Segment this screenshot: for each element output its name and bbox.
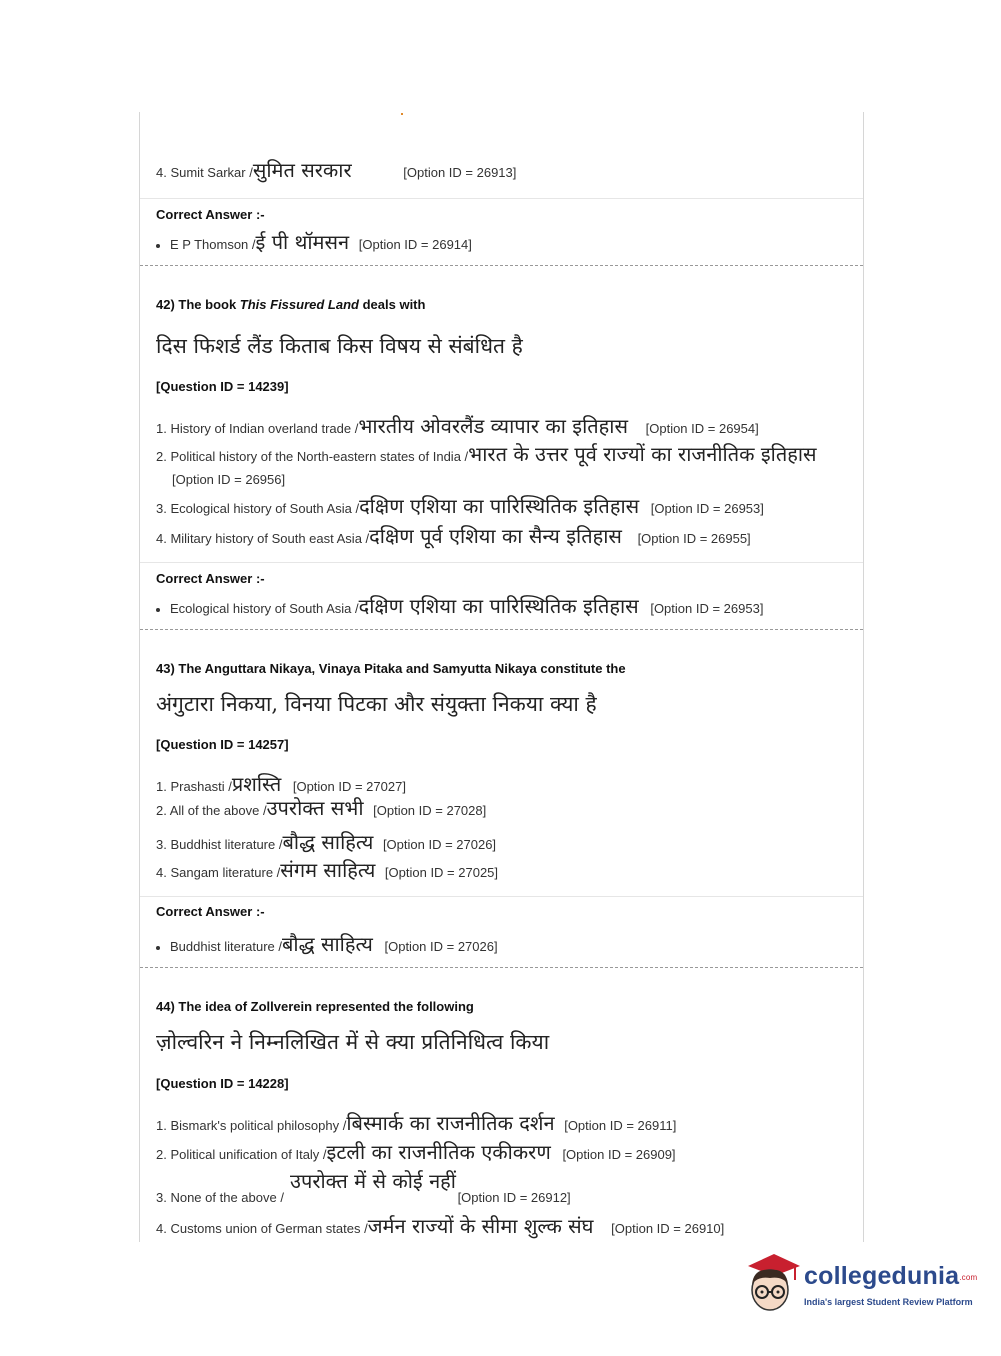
q43-option-1: [156, 770, 406, 797]
q43-option-4: [156, 856, 498, 883]
q43-correct-answer: [156, 930, 498, 957]
q43-title: 43) The Anguttara Nikaya, Vinaya Pitaka and Samyutta Nikaya constitute the: [156, 661, 626, 676]
option-id: [Option ID = 26953]: [650, 601, 764, 616]
option-id: [Option ID = 26953]: [650, 501, 764, 516]
q44-title: 44) The idea of Zollverein represented the following: [156, 999, 474, 1014]
option-text-hi: दक्षिण एशिया का पारिस्थितिक इतिहास: [358, 594, 639, 618]
q41-option-4: [156, 156, 516, 183]
option-text-en: 4. Sumit Sarkar /: [156, 165, 253, 180]
option-id: [Option ID = 27026]: [382, 837, 497, 852]
q44-option-4: [156, 1212, 724, 1239]
q42-correct-answer: [156, 592, 763, 619]
option-id: [Option ID = 26910]: [611, 1221, 725, 1236]
correct-answer-label: Correct Answer :-: [156, 904, 265, 919]
q42-option-4: [156, 522, 751, 549]
option-text-hi: भारतीय ओवरलैंड व्यापार का इतिहास: [358, 414, 628, 438]
option-text-hi: दक्षिण पूर्व एशिया का सैन्य इतिहास: [369, 524, 622, 548]
q41-correct-answer: [156, 228, 472, 255]
option-text-hi: ई पी थॉमसन: [255, 230, 350, 254]
option-id: [Option ID = 26956]: [172, 472, 286, 487]
question-separator: [140, 967, 863, 968]
option-text-hi: उपरोक्त सभी: [266, 796, 364, 820]
option-text-en: 1. History of Indian overland trade /: [156, 421, 359, 436]
option-text-en: 2. Political unification of Italy /: [156, 1147, 327, 1162]
option-text-hi: बौद्ध साहित्य: [282, 932, 373, 956]
option-text-en: 2. All of the above /: [156, 803, 267, 818]
bullet-icon: [156, 946, 160, 950]
option-text-hi: भारत के उत्तर पूर्व राज्यों का राजनीतिक इतिहास: [468, 442, 817, 466]
q42-question-id: [Question ID = 14239]: [156, 379, 289, 394]
title-prefix: 42) The book: [156, 297, 240, 312]
question-separator: [140, 265, 863, 266]
title-suffix: deals with: [358, 297, 426, 312]
option-id: [Option ID = 26954]: [645, 421, 759, 436]
correct-answer-label: Correct Answer :-: [156, 571, 265, 586]
logo-name: collegedunia: [804, 1262, 960, 1290]
q42-option-2: [156, 440, 817, 467]
option-text-en: Ecological history of South Asia /: [170, 601, 359, 616]
bullet-icon: [156, 244, 160, 248]
option-text-en: 1. Bismark's political philosophy /: [156, 1118, 347, 1133]
mascot-icon: [742, 1250, 802, 1316]
option-id: [Option ID = 26912]: [457, 1190, 571, 1205]
option-text-hi: संगम साहित्य: [280, 858, 376, 882]
q42-option-2-id: [172, 472, 285, 487]
option-id: [Option ID = 27026]: [384, 939, 498, 954]
q43-option-3: [156, 828, 496, 855]
logo-tagline: India's largest Student Review Platform: [804, 1297, 973, 1307]
q44-title-hindi: ज़ोल्वरिन ने निम्नलिखित में से क्या प्रतिनिधित्व किया: [156, 1030, 550, 1054]
option-text-en: 2. Political history of the North-eastern states of India /: [156, 449, 469, 464]
option-text-hi: इटली का राजनीतिक एकीकरण: [326, 1140, 551, 1164]
option-text-en: E P Thomson /: [170, 237, 256, 252]
divider: [140, 896, 863, 897]
q42-option-1: [156, 412, 759, 439]
option-text-en: Buddhist literature /: [170, 939, 283, 954]
option-text-en: 1. Prashasti /: [156, 779, 232, 794]
option-text-hi: बिस्मार्क का राजनीतिक दर्शन: [346, 1111, 555, 1135]
collegedunia-logo: [742, 1250, 978, 1320]
option-text-en: 3. Ecological history of South Asia /: [156, 501, 360, 516]
q42-title-hindi: दिस फिशर्ड लैंड किताब किस विषय से संबंधित है: [156, 334, 523, 358]
option-id: [Option ID = 27025]: [384, 865, 499, 880]
option-text-en: 3. None of the above /: [156, 1190, 284, 1205]
q43-option-2: [156, 794, 486, 821]
option-id: [Option ID = 26955]: [637, 531, 751, 546]
option-text-hi: उपरोक्त में से कोई नहीं: [290, 1169, 456, 1193]
question-paper-page: [139, 112, 864, 1242]
q42-option-3: [156, 492, 764, 519]
option-text-hi: बौद्ध साहित्य: [282, 830, 374, 854]
option-text-hi: जर्मन राज्यों के सीमा शुल्क संघ: [367, 1214, 594, 1238]
option-text-en: 4. Customs union of German states /: [156, 1221, 368, 1236]
logo-wordmark: [804, 1262, 977, 1291]
option-id: [Option ID = 26913]: [403, 165, 517, 180]
option-id: [Option ID = 26914]: [358, 237, 472, 252]
option-id: [Option ID = 27027]: [292, 779, 406, 794]
q43-question-id: [Question ID = 14257]: [156, 737, 289, 752]
option-text-en: 3. Buddhist literature /: [156, 837, 283, 852]
option-id: [Option ID = 26909]: [562, 1147, 676, 1162]
q42-title: [156, 297, 425, 312]
divider: [140, 562, 863, 563]
book-title: This Fissured Land: [239, 297, 359, 312]
option-text-en: 4. Military history of South east Asia /: [156, 531, 370, 546]
q44-question-id: [Question ID = 14228]: [156, 1076, 289, 1091]
option-id: [Option ID = 27028]: [373, 803, 487, 818]
logo-suffix: .com: [959, 1272, 978, 1282]
option-id: [Option ID = 26911]: [564, 1118, 677, 1133]
divider: [140, 198, 863, 199]
correct-answer-label: Correct Answer :-: [156, 207, 265, 222]
bullet-icon: [156, 608, 160, 612]
q44-option-2: [156, 1138, 676, 1165]
option-text-en: 4. Sangam literature /: [156, 865, 281, 880]
q44-option-3: [156, 1190, 571, 1205]
option-text-hi: सुमित सरकार: [252, 158, 352, 182]
q43-title-hindi: अंगुटारा निकया, विनया पिटका और संयुक्ता निकया क्या है: [156, 692, 597, 716]
q44-option-1: [156, 1109, 676, 1136]
question-separator: [140, 629, 863, 630]
option-text-hi: प्रशस्ति: [231, 772, 282, 796]
option-text-hi: दक्षिण एशिया का पारिस्थितिक इतिहास: [359, 494, 640, 518]
